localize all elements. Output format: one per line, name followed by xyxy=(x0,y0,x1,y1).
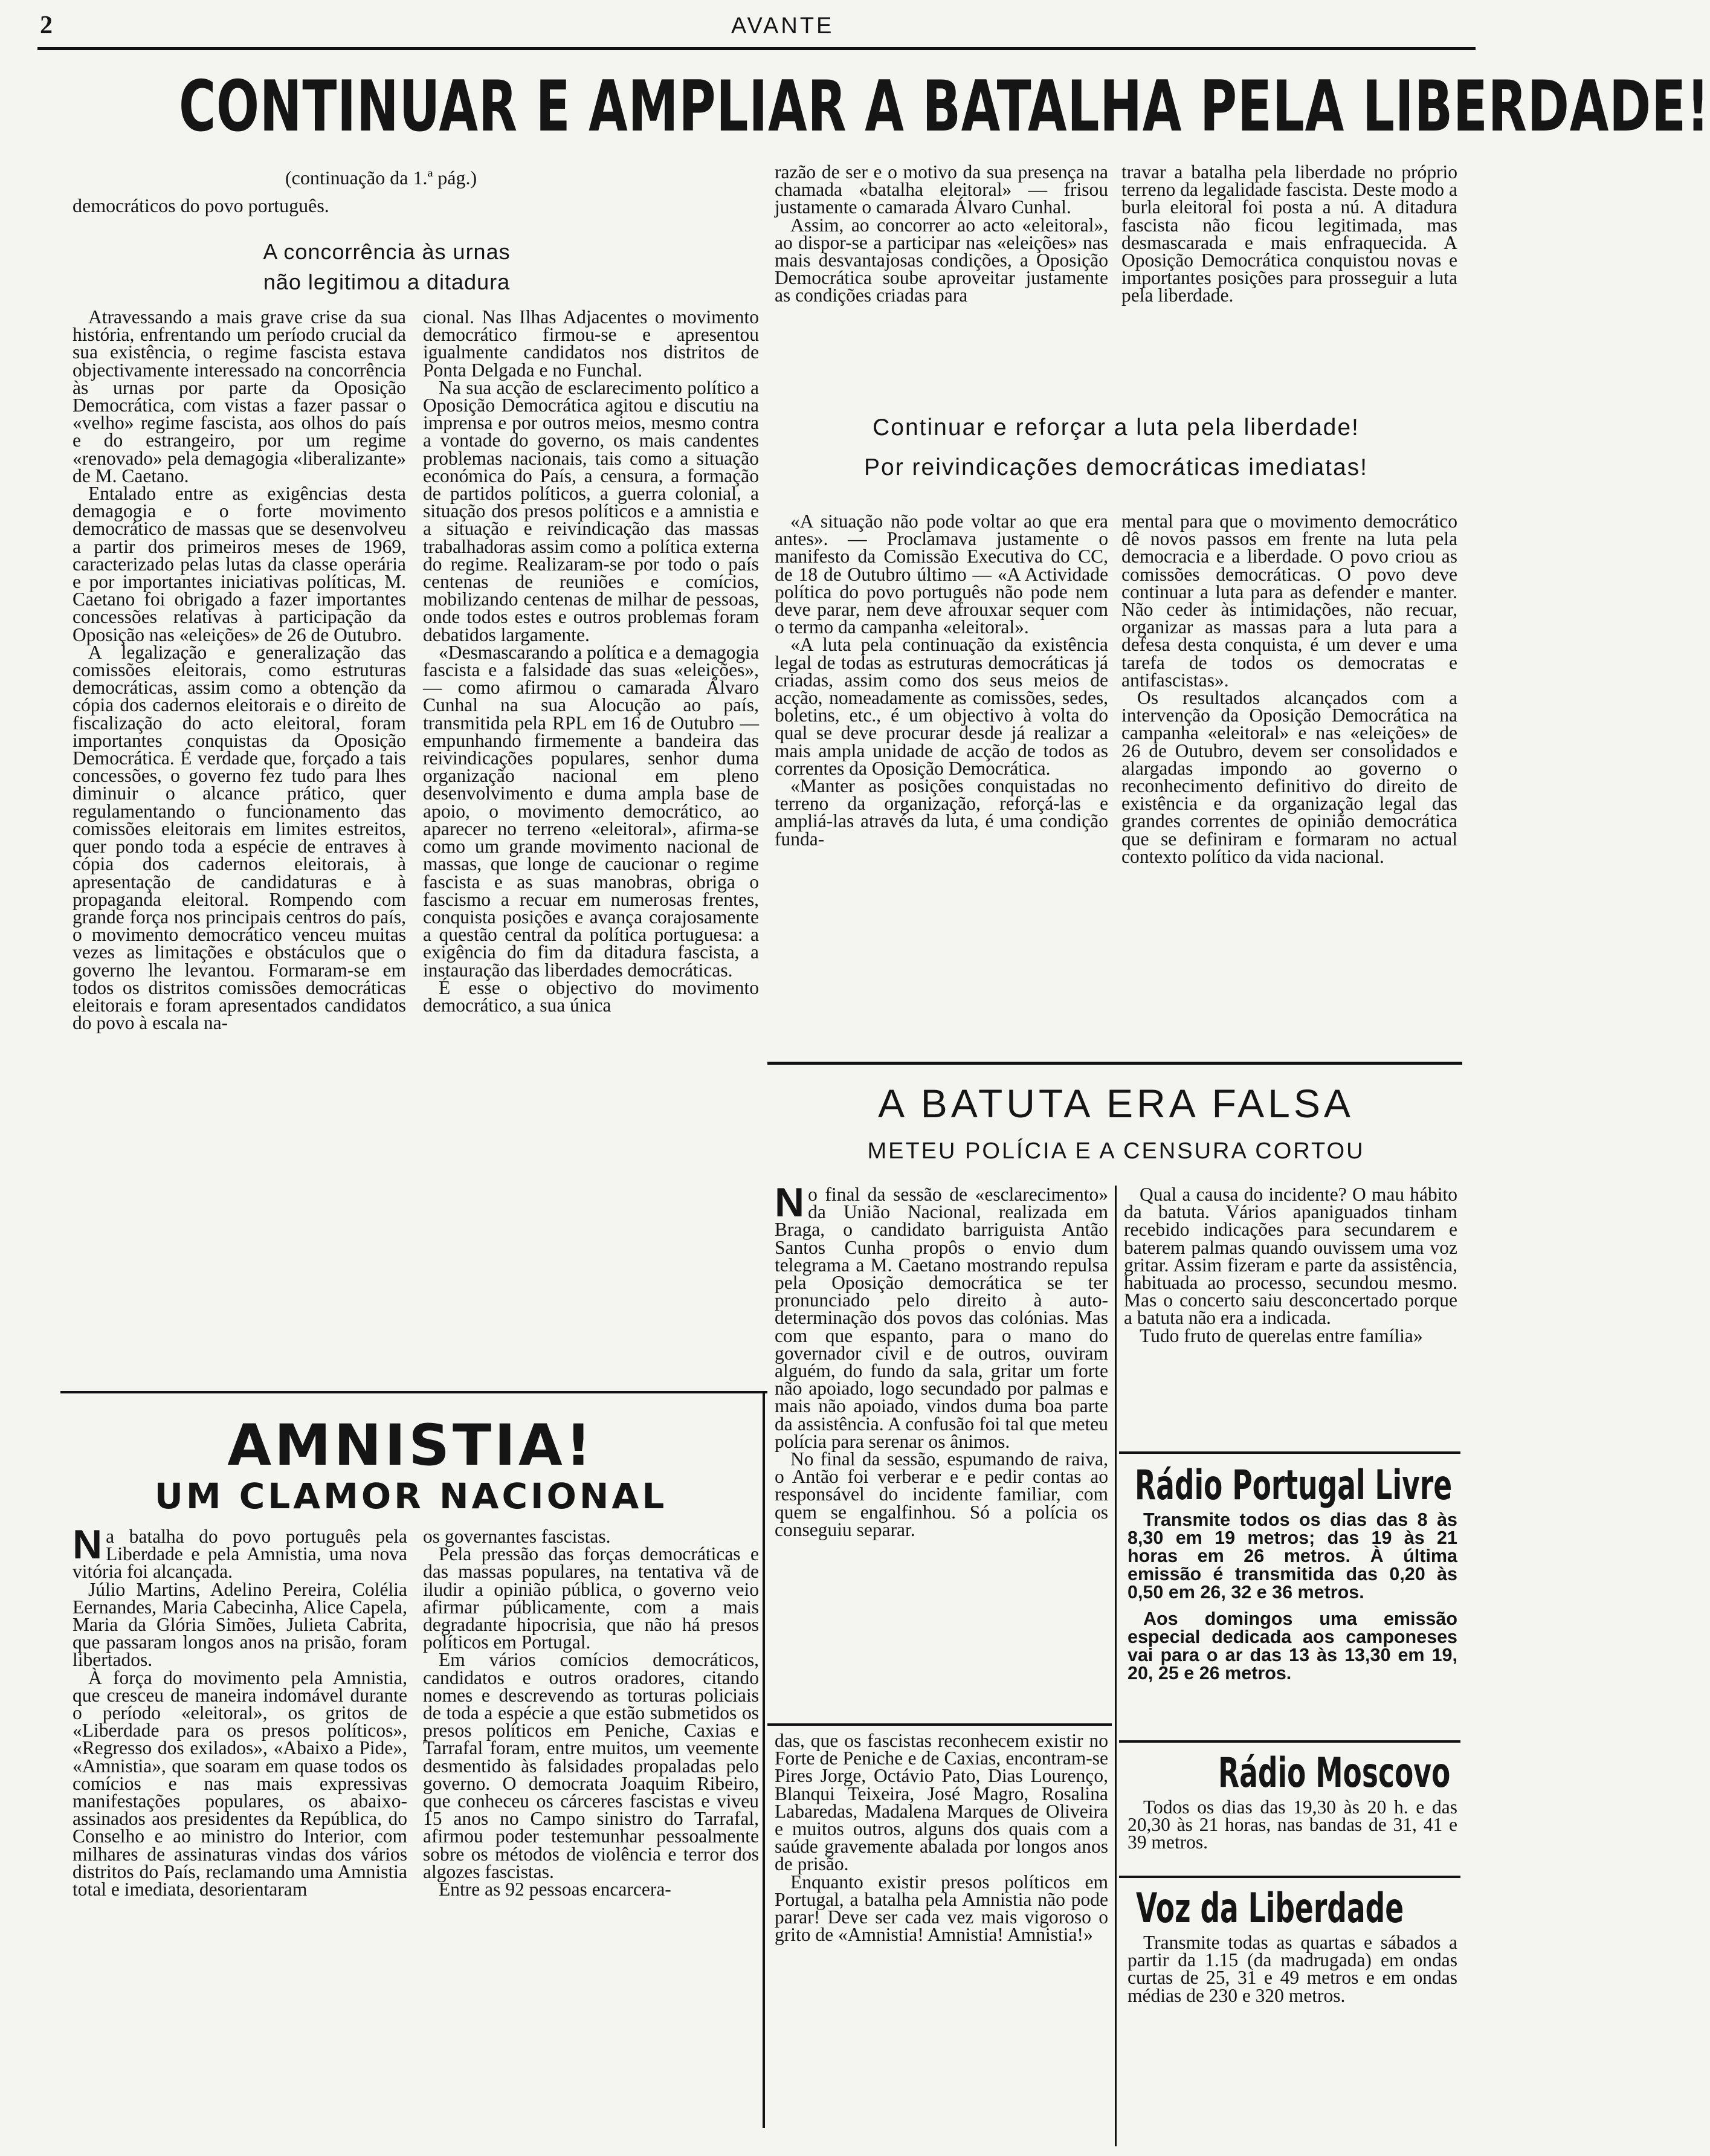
amnistia-col2-p3: Em vários comícios democráticos, candidatos e outros oradores, citando nomes e descrevendo as torturas policiais de toda a espécie a que estão submetidos os presos políticos em Peniche, Caxias e Tarrafal foram, entre muitos, um veemente desmentido às falsidades propaladas pelo governo. O democrata Joaquim Ribeiro, que conheceu os cárceres fascistas e viveu 15 anos no Campo sinistro do Tarrafal, afirmou poder testemunhar pessoalmente sobre os métodos de violência e terror dos algozes fascistas. xyxy=(423,1649,759,1882)
main-col3-p1: razão de ser e o motivo da sua presença na chamada «batalha eleitoral» — frisou justamente o camarada Álvaro Cunhal. xyxy=(775,161,1108,218)
reforcar-col-left xyxy=(775,512,1108,1057)
batuta-title: A BATUTA ERA FALSA xyxy=(878,1081,1354,1126)
amnistia-top-rule xyxy=(60,1391,767,1393)
radio-portugal-livre-name: Rádio Portugal Livre xyxy=(1135,1462,1453,1509)
reforcar-col-right xyxy=(1121,512,1457,1057)
radio-voz-liberdade xyxy=(1128,1884,1457,2004)
radio-voz-liberdade-name: Voz da Liberdade xyxy=(1136,1885,1404,1932)
radio-portugal-livre-p1: Transmite todos os dias das 8 às 8,30 em 19 metros; das 19 às 21 horas em 26 metros. À última emissão é transmitida das 0,20 às 0,50 em 26, 32 e 36 metros. xyxy=(1128,1509,1457,1602)
amnistia-col-3 xyxy=(775,1732,1108,2150)
reforcar-title-1: Continuar e reforçar a luta pela liberdade! xyxy=(873,415,1360,441)
amnistia-col2-p2: Pela pressão das forças democráticas e das massas populares, na tentativa vã de iludir a opinião pública, o governo veio afirmar públicamente, com a mais degradante hipocrisia, que não há presos políticos em Portugal. xyxy=(423,1543,759,1653)
amnistia-title: AMNISTIA! xyxy=(227,1413,595,1479)
continuation-note: (continuação da 1.ª pág.) xyxy=(285,167,477,189)
main-col2-p3: «Desmascarando a política e a demagogia fascista e a falsidade das suas «eleições», — como afirmou o camarada Álvaro Cunhal na sua Alocução ao país, transmitida pela RPL em 16 de Outubro — empunhando firmemente a bandeira das reivindicações populares, senhor duma organização nacional em pleno desenvolvimento e duma ampla base de apoio, o movimento democrático, ao aparecer no terreno «eleitoral», afirma-se como um grande movimento nacional de massas, que longe de caucionar o regime fascista e as suas manobras, obriga o fascismo a recuar em numerosas frentes, conquista posições e avança corajosamente a questão central da política portuguesa: a exigência do fim da ditadura fascista, a instauração das liberdades democráticas. xyxy=(423,641,759,981)
main-subhead-line-2: não legitimou a ditadura xyxy=(263,270,511,294)
amnistia-col1-p1: Na batalha do povo português pela Liberdade e pela Amnistia, uma nova vitória foi alcançada. xyxy=(73,1522,407,1583)
radio-rule-2 xyxy=(1119,1876,1460,1878)
page-number: 2 xyxy=(40,11,53,39)
radio-portugal-livre xyxy=(1128,1461,1457,1682)
amnistia-col1-p3: À força do movimento pela Amnistia, que cresceu de maneira indomável durante o período «eleitoral», os gritos de «Liberdade para os presos políticos», «Regresso dos exilados», «Abaixo a Pide», «Amnistia», que soaram em quase todos os comícios e nas mais expressivas manifestações populares, os abaixo-assinados aos presidentes da República, do Conselho e ao ministro do Interior, com milhares de assinaturas vindas dos vários distritos do País, reclamando uma Amnistia total e imediata, desorientaram xyxy=(73,1667,407,1900)
newspaper-name: AVANTE xyxy=(731,13,834,39)
main-subhead xyxy=(60,237,713,297)
radio-voz-liberdade-p1: Transmite todas as quartas e sábados a partir da 1.15 (da madrugada) em ondas curtas de 25, 31 e 49 metros e em ondas médias de 230 e 320 metros. xyxy=(1128,1932,1457,2006)
main-col4-p1: travar a batalha pela liberdade no próprio terreno da legalidade fascista. Deste modo a burla eleitoral foi posta a nú. A ditadura fascista não ficou legitimada, mas desmascarada e mais enfraquecida. A Oposição Democrática conquistou novas e importantes posições para prosseguir a luta pela liberdade. xyxy=(1121,161,1457,306)
reforcar-title-2: Por reivindicações democráticas imediatas! xyxy=(864,454,1368,480)
batuta-left-p1: No final da sessão de «esclarecimento» da União Nacional, realizada em Braga, o candidato barriguista Antão Santos Cunha propôs o envio dum telegrama a M. Caetano mostrando repulsa pela Oposição democrática se ter pronunciado pelo direito à auto-determinação dos povos das colónias. Mas com que espanto, para o mano do governador civil e de outros, ouviram alguém, do fundo da sala, gritar um forte não apoiado, logo secundado por palmas e mais não apoiado, vindos duma boa parte da assistência. A confusão foi tal que meteu polícia para serenar os ânimos. xyxy=(775,1180,1108,1452)
radio-voz-liberdade-body xyxy=(1128,1934,1457,2004)
main-col2-p2: Na sua acção de esclarecimento político a Oposição Democrática agitou e discutiu na imprensa e por outros meios, mesmo contra a vontade do governo, os mais candentes problemas nacionais, tais como a situação económica do País, a censura, a formação de partidos políticos, a guerra colonial, a situação dos presos políticos e a amnistia e a situação e reivindicação das massas trabalhadoras assim como a política externa do regime. Realizaram-se por todo o país centenas de reuniões e comícios, mobilizando centenas de milhar de pessoas, onde todos estes e outros problemas foram debatidos largamente. xyxy=(423,376,759,645)
amnistia-divider-rule xyxy=(763,1391,765,2128)
amnistia-col3-p2: Enquanto existir presos políticos em Portugal, a batalha pela Amnistia não pode parar! Deve ser cada vez mais vigoroso o grito de «Amnistia! Amnistia! Amnistia!» xyxy=(775,1871,1108,1946)
main-col2-p1: cional. Nas Ilhas Adjacentes o movimento democrático firmou-se e apresentou igualmente candidatos nos distritos de Ponta Delgada e no Funchal. xyxy=(423,306,759,381)
main-col-4 xyxy=(1121,163,1457,393)
batuta-top-rule xyxy=(767,1062,1462,1065)
reforcar-right-p2: Os resultados alcançados com a intervenção da Oposição Democrática na campanha «eleitoral» e nas «eleições» de 26 de Outubro, devem ser consolidados e alargadas impondo ao governo o reconhecimento definitivo do direito de existência e da organização legal das grandes correntes de opinião democrática que se definiram e formaram no actual contexto político da vida nacional. xyxy=(1121,687,1457,867)
main-col2-p4: É esse o objectivo do movimento democrático, a sua única xyxy=(423,976,759,1016)
radio-moscovo-name: Rádio Moscovo xyxy=(1218,1749,1451,1797)
radio-rule-1 xyxy=(1119,1740,1460,1743)
batuta-subtitle: METEU POLÍCIA E A CENSURA CORTOU xyxy=(867,1138,1365,1164)
radio-moscovo-body xyxy=(1128,1798,1457,1851)
batuta-right-p1: Qual a causa do incidente? O mau hábito da batuta. Vários apaniguados tinham recebido indicações para secundarem e baterem palmas quando ouvissem uma voz gritar. Assim fizeram e parte da assistência, habituada ao processo, secundou mesmo. Mas o concerto saiu desconcertado porque a batuta não era a indicada. xyxy=(1124,1184,1457,1329)
amnistia-subtitle: UM CLAMOR NACIONAL xyxy=(154,1476,668,1517)
radio-moscovo xyxy=(1128,1749,1457,1851)
main-col-3 xyxy=(775,163,1108,393)
radio-portugal-livre-body xyxy=(1128,1511,1457,1682)
batuta-left-p2: No final da sessão, espumando de raiva, o Antão foi verberar e e pedir contas ao responsável do incidente familiar, com quem se engalfinhou. Só a polícia os conseguiu separar. xyxy=(775,1448,1108,1540)
main-col3-p2: Assim, ao concorrer ao acto «eleitoral», ao dispor-se a participar nas «eleições» nas mais desvantajosas condições, a Oposição Democrática soube aproveitar justamente as condições criadas para xyxy=(775,214,1108,306)
radio-top-rule xyxy=(1119,1451,1460,1454)
header-rule xyxy=(37,47,1476,50)
amnistia-col-2 xyxy=(423,1528,759,2150)
main-col-1 xyxy=(73,308,406,1385)
amnistia-col2-p1: os governantes fascistas. xyxy=(423,1526,611,1547)
main-col1-p1: Atravessando a mais grave crise da sua história, enfrentando um período crucial da sua existência, o regime fascista estava objectivamente interessado na concorrência às urnas por parte da Oposição Democrática, com vistas a fazer passar o «velho» regime fascista, aos olhos do país e do estrangeiro, por um regime «renovado» pela demagogia «liberalizante» de M. Caetano. xyxy=(73,306,406,486)
batuta-col-left xyxy=(775,1180,1108,1717)
amnistia-col-1 xyxy=(73,1522,407,2150)
reforcar-left-p3: «Manter as posições conquistadas no terreno da organização, reforçá-las e ampliá-las através da luta, é uma condição funda- xyxy=(775,775,1108,850)
intro-line: democráticos do povo português. xyxy=(73,195,329,216)
batuta-bottom-rule xyxy=(767,1723,1112,1726)
amnistia-col2-p4: Entre as 92 pessoas encarcera- xyxy=(439,1879,671,1900)
radio-moscovo-p1: Todos os dias das 19,30 às 20 h. e das 20,30 às 21 horas, nas bandas de 31, 41 e 39 metros. xyxy=(1128,1796,1457,1853)
radio-portugal-livre-p2: Aos domingos uma emissão especial dedicada aos camponeses vai para o ar das 13 às 13,30 em 19, 20, 25 e 26 metros. xyxy=(1128,1609,1457,1683)
main-col1-p2: Entalado entre as exigências desta demagogia e o forte movimento democrático de massas que se desenvolveu a partir dos primeiros meses de 1969, caracterizado pelas lutas da classe operária e por importantes iniciativas políticas, M. Caetano foi obrigado a fazer importantes concessões relativas à participação da Oposição nas «eleições» de 26 de Outubro. xyxy=(73,483,406,645)
main-col1-p3: A legalização e generalização das comissões eleitorais, como estruturas democráticas, assim como a obtenção da cópia dos cadernos eleitorais e o direito de fiscalização do acto eleitoral, foram importantes conquistas da Oposição Democrática. É verdade que, forçado a tais concessões, o governo fez tudo para lhes diminuir o alcance prático, quer regulamentando o funcionamento das comissões eleitorais em limites estreitos, quer pondo toda a espécie de entraves à cópia dos cadernos eleitorais, à apresentação de candidaturas e à propaganda eleitoral. Rompendo com grande força nos principais centros do país, o movimento democrático venceu muitas vezes as limitações e obstáculos que o governo lhe levantou. Formaram-se em todos os distritos comissões democráticas eleitorais e foram apresentados candidatos do povo à escala na- xyxy=(73,641,406,1034)
reforcar-left-p1: «A situação não pode voltar ao que era antes». — Proclamava justamente o manifesto da Comissão Executiva do CC, de 18 de Outubro último — «A Actividade política do povo português não pode nem deve parar, nem deve afrouxar sequer com o termo da campanha «eleitoral». xyxy=(775,511,1108,638)
main-subhead-line-1: A concorrência às urnas xyxy=(263,239,511,264)
amnistia-col1-p2: Júlio Martins, Adelino Pereira, Colélia Eernandes, Maria Cabecinha, Alice Capela, Maria da Glória Simões, Julieta Cabrita, que passaram longos anos na prisão, foram libertados. xyxy=(73,1578,407,1671)
reforcar-right-p1: mental para que o movimento democrático dê novos passos em frente na luta pela democracia e a liberdade. O povo criou as comissões democráticas. O povo deve continuar a luta para as defender e manter. Não ceder às intimidações, não recuar, organizar as massas para a luta para a defesa desta conquista, é um dever e uma tarefa de todos os democratas e antifascistas». xyxy=(1121,511,1457,691)
main-col-2 xyxy=(423,308,759,1385)
reforcar-left-p2: «A luta pela continuação da existência legal de todas as estruturas democráticas já criadas, assim como dos seus meios de acção, nomeadamente as comissões, sedes, boletins, etc., é um objectivo à volta do qual se deve procurar desde já realizar a mais ampla unidade de acção de todos as correntes da Oposição Democrática. xyxy=(775,634,1108,779)
batuta-col-right xyxy=(1124,1186,1457,1439)
radio-side-rule xyxy=(1115,1451,1117,2146)
batuta-right-p2: Tudo fruto de querelas entre família» xyxy=(1140,1325,1423,1346)
main-headline: CONTINUAR E AMPLIAR A BATALHA PELA LIBERDADE! xyxy=(179,66,1710,147)
amnistia-col3-p1: das, que os fascistas reconhecem existir no Forte de Peniche e de Caxias, encontram-se Pires Jorge, Octávio Pato, Dias Lourenço, Blanqui Teixeira, José Magro, Rosalina Labaredas, Madalena Marques de Oliveira e muitos outros, alguns dos quais com a saúde gravemente abalada por longos anos de prisão. xyxy=(775,1730,1108,1875)
